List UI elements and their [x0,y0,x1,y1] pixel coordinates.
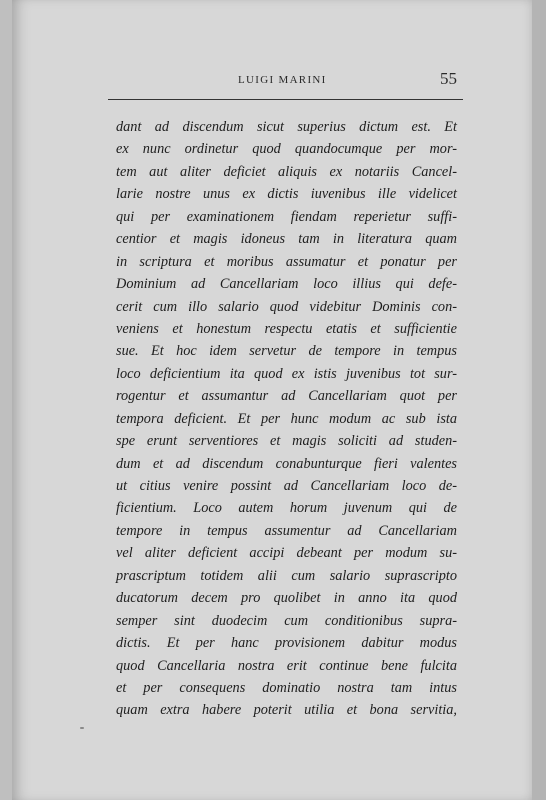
text-line: quam extra habere poterit utilia et bona servitia, [116,702,457,719]
text-line: prascriptum totidem alii cum salario suprascripto [116,567,457,584]
text-line: spe erunt serventiores et magis soliciti ad studen- [116,433,457,450]
text-line: larie nostre unus ex dictis iuvenibus ille videlicet [116,186,457,203]
book-page [12,0,532,800]
text-line: et per consequens dominatio nostra tam intus [116,679,457,696]
page-edge [532,0,546,800]
text-line: centior et magis idoneus tam in literatura quam [116,231,457,248]
text-line: cerit cum illo salario quod videbitur Dominis con- [116,298,457,315]
text-line: dant ad discendum sicut superius dictum est. Et [116,119,457,135]
text-line: dum et ad discendum conabunturque fieri valentes [116,455,457,472]
text-line: tempore in tempus assumentur ad Cancellariam [116,522,457,539]
text-line: dictis. Et per hanc provisionem dabitur modus [116,635,457,652]
text-line: tempora deficient. Et per hunc modum ac sub ista [116,410,457,427]
text-line: rogentur et assumantur ad Cancellariam quot per [116,388,457,405]
text-line: Dominium ad Cancellariam loco illius qui defe- [116,276,457,293]
text-line: semper sint duodecim cum conditionibus supra- [116,612,457,629]
text-line: quod Cancellaria nostra erit continue bene fulcita [116,657,457,674]
text-line: in scriptura et moribus assumatur et ponatur per [116,253,457,270]
text-line: ducatorum decem pro quolibet in anno ita quod [116,590,457,607]
text-line: veniens et honestum respectu etatis et sufficientie [116,320,457,337]
text-line: loco deficientium ita quod ex istis juvenibus tot sur- [116,365,457,382]
text-line: ficientium. Loco autem horum juvenum qui de [116,500,457,517]
running-head: LUIGI MARINI [238,74,327,86]
header-rule [108,99,463,100]
text-line: ex nunc ordinetur quod quandocumque per mor- [116,141,457,158]
text-line: sue. Et hoc idem servetur de tempore in tempus [116,343,457,360]
text-line: vel aliter deficient accipi debeant per modum su- [116,545,457,562]
page-number: 55 [440,69,457,88]
body-text [116,116,457,722]
text-line: qui per examinationem fiendam reperietur suffi- [116,208,457,225]
paper-speck [80,727,84,729]
text-line: ut citius venire possint ad Cancellariam loco de- [116,478,457,494]
text-line: tem aut aliter deficiet aliquis ex notariis Cancel- [116,163,457,180]
